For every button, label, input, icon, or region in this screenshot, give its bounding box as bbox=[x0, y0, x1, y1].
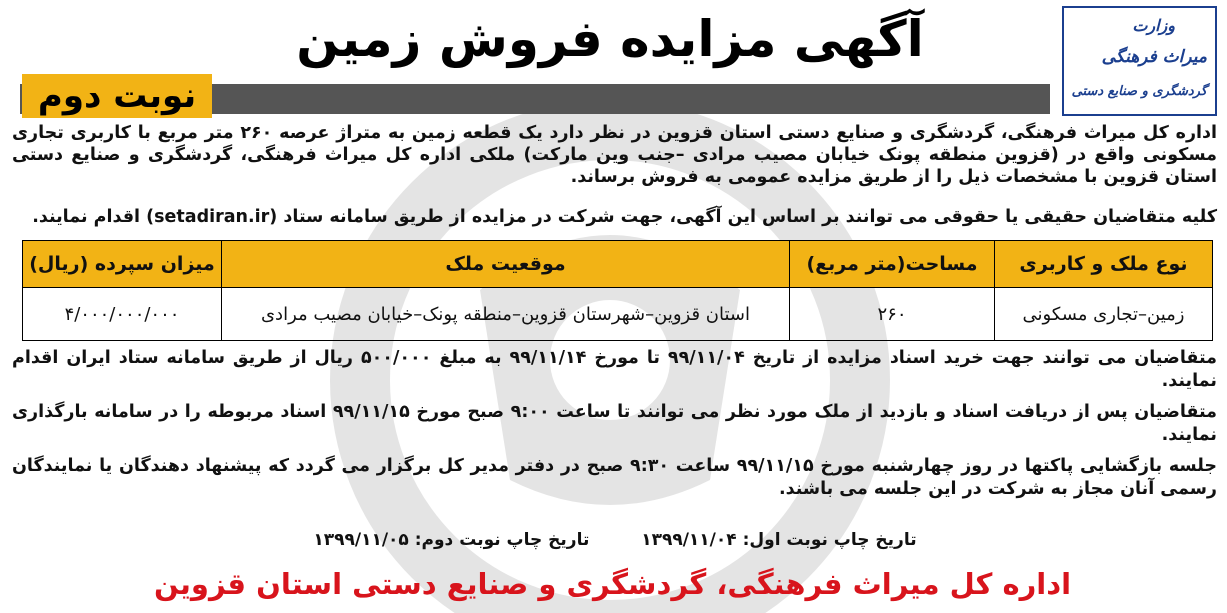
first-print-date: تاریخ چاپ نوبت اول: ۱۳۹۹/۱۱/۰۴ bbox=[641, 530, 917, 550]
page-title: آگهی مزایده فروش زمین bbox=[296, 10, 924, 68]
applicants-note: کلیه متقاضیان حقیقی یا حقوقی می توانند بر اساس این آگهی، جهت شرکت در مزایده از طریق سامانه ستاد (setadiran.ir) اقدام نمایند. bbox=[32, 207, 1217, 227]
table-cell: زمین–تجاری مسکونی bbox=[995, 288, 1213, 341]
ministry-logo bbox=[1062, 6, 1217, 116]
detail-paragraph: متقاضیان می توانند جهت خرید اسناد مزایده از تاریخ ۹۹/۱۱/۰۴ تا مورخ ۹۹/۱۱/۱۴ به مبلغ ۵۰۰/۰۰۰ ریال از طریق سامانه ستاد ایران اقدام نمایند. bbox=[12, 348, 1217, 391]
table-header: مساحت(متر مربع) bbox=[790, 241, 995, 288]
table-cell: ۴/۰۰۰/۰۰۰/۰۰۰ bbox=[23, 288, 222, 341]
detail-paragraph: جلسه بازگشایی پاکتها در روز چهارشنبه مورخ ۹۹/۱۱/۱۵ ساعت ۹:۳۰ صبح در دفتر مدیر کل برگزار می گردد که پیشنهاد دهندگان یا نمایندگان رسمی آنان مجاز به شرکت در این جلسه می باشند. bbox=[12, 456, 1217, 499]
second-print-date: تاریخ چاپ نوبت دوم: ۱۳۹۹/۱۱/۰۵ bbox=[313, 530, 590, 550]
table-cell: استان قزوین–شهرستان قزوین–منطقه پونک–خیابان مصیب مرادی bbox=[222, 288, 790, 341]
logo-line: گردشگری و صنایع دستی bbox=[1071, 84, 1207, 99]
table-header: نوع ملک و کاربری bbox=[995, 241, 1213, 288]
print-dates bbox=[280, 528, 950, 552]
intro-paragraph: اداره کل میراث فرهنگی، گردشگری و صنایع دستی استان قزوین در نظر دارد یک قطعه زمین به متراژ عرصه ۲۶۰ متر مربع با کاربری تجاری مسکونی واقع در (قزوین منطقه پونک خیابان مصیب مرادی –جنب وین مارکت) ملکی اداره کل میراث فرهنگی، گردشگری و صنایع دستی استان قزوین با مشخصات ذیل را از طریق مزایده عمومی به فروش برساند. bbox=[12, 123, 1218, 187]
logo-line: وزارت bbox=[1132, 16, 1175, 35]
table-row bbox=[23, 288, 1213, 341]
table-header: میزان سپرده (ریال) bbox=[23, 241, 222, 288]
property-table bbox=[22, 240, 1213, 341]
table-header-row bbox=[23, 241, 1213, 288]
table-header: موقعیت ملک bbox=[222, 241, 790, 288]
detail-paragraph: متقاضیان پس از دریافت اسناد و بازدید از ملک مورد نظر می توانند تا ساعت ۹:۰۰ صبح مورخ ۹۹/۱۱/۱۵ اسناد مربوطه را در سامانه بارگذاری نمایند. bbox=[12, 402, 1217, 445]
logo-line: میراث فرهنگی bbox=[1101, 47, 1207, 67]
table-cell: ۲۶۰ bbox=[790, 288, 995, 341]
round-badge: نوبت دوم bbox=[22, 74, 212, 118]
footer-organization: اداره کل میراث فرهنگی، گردشگری و صنایع دستی استان قزوین bbox=[153, 567, 1072, 601]
